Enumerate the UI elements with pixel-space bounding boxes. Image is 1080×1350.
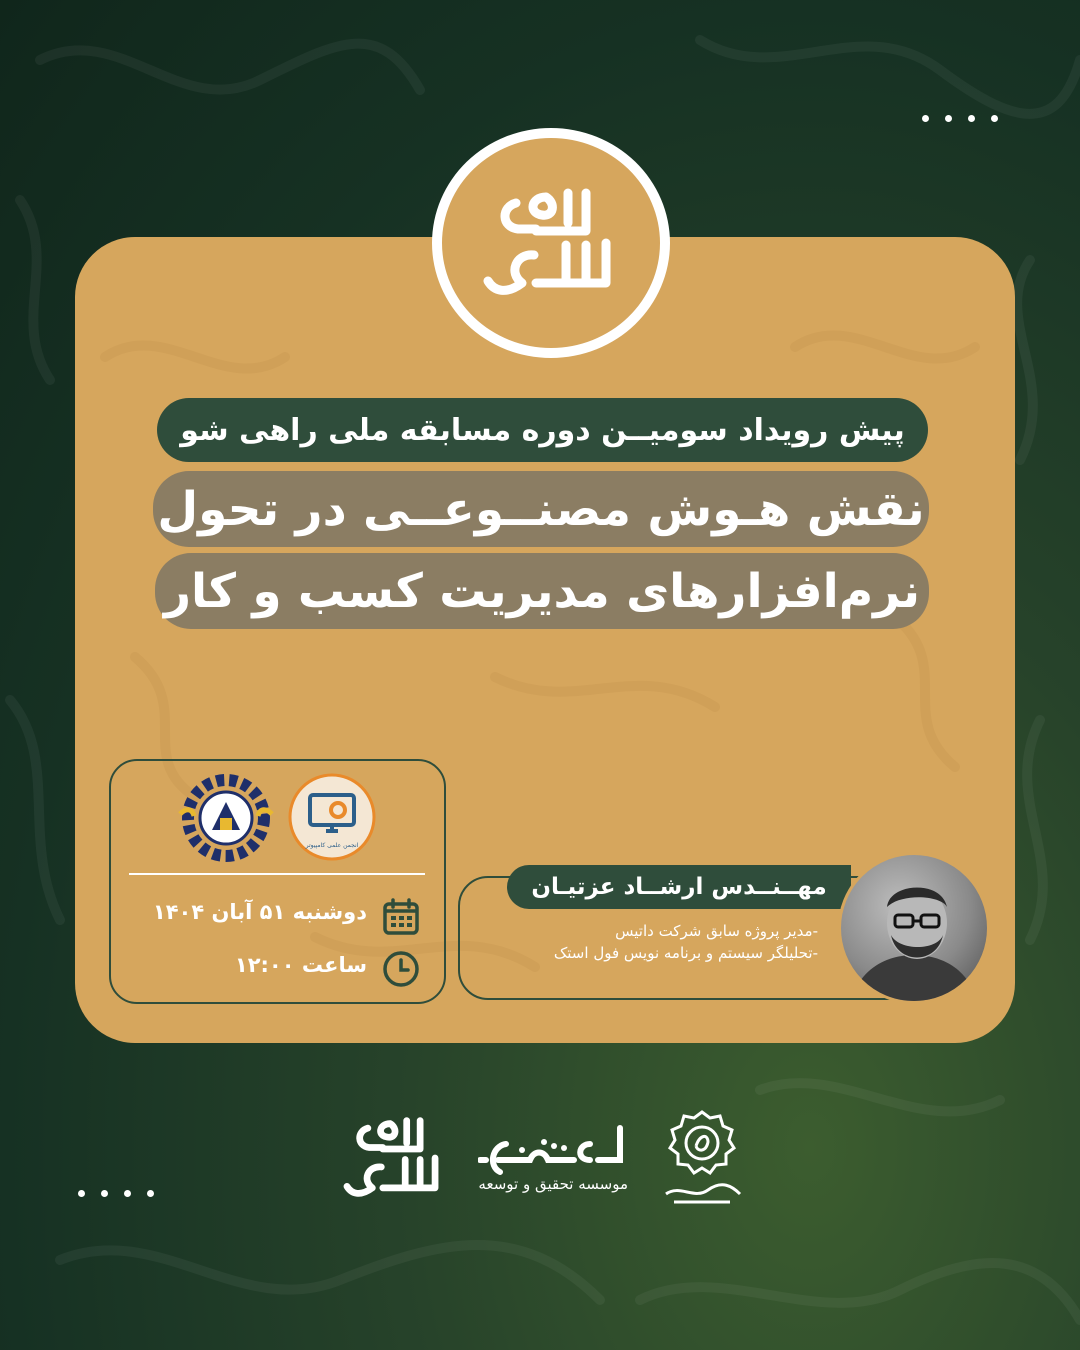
- event-date: دوشنبه ۵۱ آبان ۱۴۰۴: [152, 900, 367, 924]
- event-time: ساعت ۱۲:۰۰: [234, 953, 367, 977]
- organizer-caption: انجمن علمی کامپیوتر: [305, 842, 359, 849]
- event-title-line2: نرم‌افزارهای مدیریت کسب و کار: [155, 553, 929, 629]
- daneshmand-logo: [478, 1120, 628, 1176]
- engineering-gear-logo: [176, 772, 276, 864]
- rahi-sho-logo: [476, 183, 626, 303]
- speaker-role-1: -مدیر پروژه سابق شرکت داتیس: [615, 922, 818, 940]
- speaker-role-2: -تحلیلگر سیستم و برنامه نویس فول استک: [553, 944, 818, 962]
- calendar-icon: [382, 898, 420, 936]
- rahi-sho-footer-logo: [338, 1110, 450, 1206]
- event-title-line1: نقش هـوش مصنــوعــی در تحول: [153, 471, 929, 547]
- computer-gear-logo: [288, 773, 376, 861]
- info-divider: [129, 873, 425, 875]
- brand-logo-circle: [432, 128, 670, 358]
- nokhbegan-logo: [660, 1108, 744, 1206]
- speaker-name: مهــنــدس ارشــاد عزتیـان: [507, 865, 851, 909]
- clock-icon: [382, 950, 420, 988]
- decorative-dots-top: [922, 115, 998, 122]
- event-subtitle: پیش رویداد سومیــن دوره مسابقه ملی راهی شو: [157, 398, 928, 462]
- daneshmand-caption: موسسه تحقیق و توسعه: [478, 1175, 628, 1193]
- speaker-photo: [838, 852, 990, 1004]
- decorative-dots-bottom: [78, 1190, 154, 1197]
